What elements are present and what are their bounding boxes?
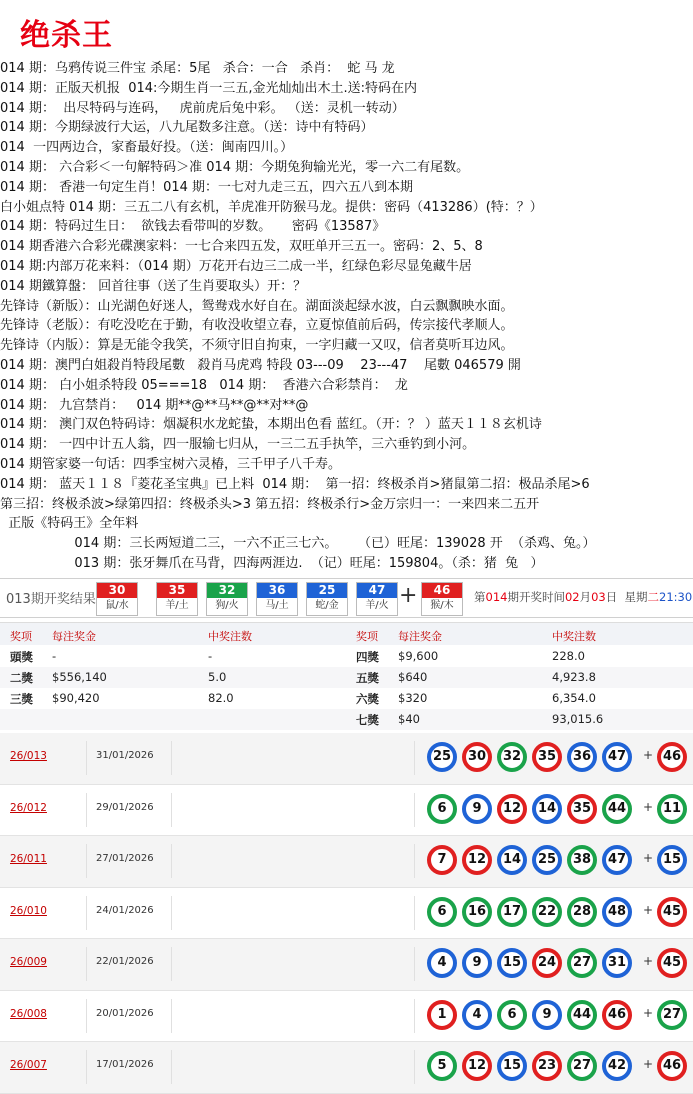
ball-number: 30 [97, 583, 137, 598]
history-ball: 35 [532, 742, 562, 772]
issue-link[interactable]: 26/012 [10, 801, 47, 814]
history-list [0, 733, 693, 1094]
prediction-line: 014 期： 蓝天１１８『菱花圣宝典』已上料 014 期： 第一招：终极杀肖>猪鼠第二招：极品杀尾>6 [0, 476, 590, 492]
draw-ball [156, 582, 198, 616]
ball-number: 47 [357, 583, 397, 598]
prediction-line: 013 期：张牙舞爪在马背，四海两涯边. （记）旺尾：159804。（杀：猪 兔 ） [0, 555, 544, 571]
history-special-ball: 46 [657, 742, 687, 772]
prediction-line: 014 期： 香港一句定生肖！014 期：一七对九走三五，四六五八到本期 [0, 179, 414, 195]
prize-cell: 三獎 [10, 692, 33, 706]
prize-row [0, 646, 693, 667]
history-ball: 28 [567, 897, 597, 927]
prediction-line: 014 一四两边合，家畜最好投。（送：闽南四川。） [0, 140, 294, 156]
ball-zodiac: 鼠/水 [105, 600, 129, 611]
draw-date: 22/01/2026 [96, 956, 154, 967]
history-special-ball: 11 [657, 794, 687, 824]
history-ball: 7 [427, 845, 457, 875]
history-ball: 6 [427, 897, 457, 927]
history-ball: 15 [497, 1051, 527, 1081]
prediction-line: 014 期：正版天机报 014:今期生肖一三五,金光灿灿出木土.送:特码在内 [0, 80, 418, 96]
prediction-line: 014 期：特码过生日： 欲钱去看带叫的岁数。 密码《13587》 [0, 219, 386, 235]
draw-ball [306, 582, 348, 616]
prize-table [0, 622, 693, 733]
history-ball: 16 [462, 897, 492, 927]
col-header: 中奖注数 [208, 630, 252, 643]
history-special-ball: 45 [657, 897, 687, 927]
history-row [0, 888, 693, 940]
history-ball: 42 [602, 1051, 632, 1081]
issue-link[interactable]: 26/010 [10, 904, 47, 917]
prize-cell: $40 [398, 712, 420, 726]
history-ball: 14 [532, 794, 562, 824]
prize-row [0, 667, 693, 688]
issue-link[interactable]: 26/011 [10, 853, 47, 865]
history-ball: 1 [427, 1000, 457, 1030]
ball-zodiac: 蛇/金 [315, 600, 339, 611]
history-ball: 32 [497, 742, 527, 772]
history-row [0, 836, 693, 888]
history-ball: 6 [427, 794, 457, 824]
col-header: 每注奖金 [52, 630, 96, 643]
prediction-line: 014 期： 澳门双色特码诗：烟凝积水龙蛇蛰，本期出色看 蓝红。（开：？ ）蓝天１１８玄机诗 [0, 417, 542, 433]
history-special-ball: 27 [657, 1000, 687, 1030]
history-ball: 12 [497, 794, 527, 824]
prediction-text-list [0, 59, 693, 574]
prediction-line: 014 期：三长两短道二三，一六不正三七六。 （已）旺尾：139028 开 （杀鸡、兔。） [0, 536, 596, 552]
ball-number: 35 [157, 583, 197, 598]
history-ball: 27 [567, 1051, 597, 1081]
prediction-line: 014 期：今期绿波行大运，八九尾数多注意。（送：诗中有特码） [0, 120, 374, 136]
prize-cell: 二獎 [10, 671, 33, 685]
prediction-line: 014 期：乌鸦传说三件宝 杀尾：5尾 杀合：一合 杀肖： 蛇 马 龙 [0, 61, 395, 76]
history-ball: 25 [532, 845, 562, 875]
draw-ball [206, 582, 248, 616]
prize-cell: 頭獎 [10, 650, 33, 664]
history-ball: 48 [602, 897, 632, 927]
prize-row [0, 688, 693, 709]
history-row [0, 733, 693, 785]
issue-link[interactable]: 26/008 [10, 1007, 47, 1020]
history-ball: 35 [567, 794, 597, 824]
latest-draw-bar [0, 578, 693, 618]
draw-date: 24/01/2026 [96, 904, 154, 916]
draw-date: 27/01/2026 [96, 853, 154, 864]
prize-cell: $9,600 [398, 649, 439, 663]
draw-ball [356, 582, 398, 616]
prize-cell: $320 [398, 691, 428, 705]
prediction-line: 014 期： 一四中计五人翁，四一服输七归从，一三二五手执竿，三六垂钓到小河。 [0, 437, 476, 453]
prediction-line: 014 期鐵算盤： 回首往事（送了生肖要取头）开：？ [0, 278, 307, 294]
draw-date: 31/01/2026 [96, 750, 154, 761]
prediction-line: 014 期管家婆一句话：四季宝树六灵椿，三千甲子八千寿。 [0, 456, 341, 472]
history-ball: 22 [532, 897, 562, 927]
prize-cell: 七獎 [356, 713, 379, 727]
history-ball: 47 [602, 845, 632, 875]
issue-link[interactable]: 26/009 [10, 956, 47, 968]
history-ball: 12 [462, 845, 492, 875]
history-ball: 12 [462, 1051, 492, 1081]
prediction-line: 014 期： 九宫禁肖： 014 期**@**马**@**对**@ [0, 397, 309, 413]
plus-sign: + [643, 748, 654, 762]
next-draw-info: 第014期开奖时间02月03日 星期二21:30 [474, 590, 693, 604]
issue-link[interactable]: 26/007 [10, 1059, 47, 1071]
history-ball: 5 [427, 1051, 457, 1081]
history-ball: 24 [532, 948, 562, 978]
prize-cell: 5.0 [208, 670, 227, 684]
col-header: 奖项 [10, 630, 32, 643]
draw-date: 20/01/2026 [96, 1007, 154, 1019]
plus-sign: + [643, 902, 654, 917]
history-ball: 9 [462, 948, 492, 978]
ball-number: 32 [207, 583, 247, 598]
issue-link[interactable]: 26/013 [10, 750, 47, 762]
prediction-line: 014 期：澳門白姐殺肖特段尾數 殺肖马虎鸡 特段 03---09 23---47 尾數 046579 開 [0, 357, 521, 373]
prize-cell: 四獎 [356, 650, 379, 664]
history-ball: 30 [462, 742, 492, 772]
history-ball: 9 [532, 1000, 562, 1030]
ball-number: 36 [257, 583, 297, 598]
prize-table-header [0, 623, 693, 645]
history-ball: 31 [602, 948, 632, 978]
history-special-ball: 46 [657, 1051, 687, 1081]
history-row [0, 939, 693, 991]
history-ball: 4 [462, 1000, 492, 1030]
history-ball: 38 [567, 845, 597, 875]
history-ball: 14 [497, 845, 527, 875]
prediction-line: 正版《特码王》全年料 [0, 516, 139, 532]
plus-sign: + [643, 954, 654, 968]
ball-zodiac: 羊/土 [165, 600, 189, 611]
prediction-line: 第三招：终极杀波>绿第四招：终极杀头>3 第五招：终极杀行>金万宗归一：一来四来二五开 [0, 496, 540, 512]
history-row [0, 785, 693, 837]
ball-zodiac: 狗/火 [215, 600, 239, 611]
ball-zodiac: 马/土 [265, 600, 289, 611]
draw-date: 17/01/2026 [96, 1059, 154, 1070]
special-ball [421, 582, 463, 616]
history-special-ball: 15 [657, 845, 687, 875]
prize-cell: 6,354.0 [552, 691, 596, 705]
draw-label: 013期开奖结果 [6, 592, 96, 607]
ball-number: 46 [422, 583, 462, 598]
history-row [0, 1042, 693, 1094]
prediction-line: 014 期： 六合彩＜一句解特码＞准 014 期：今期兔狗输光光，零一六二有尾数。 [0, 159, 470, 175]
page-title: 绝杀王 [20, 18, 113, 53]
prediction-line: 白小姐点特 014 期：三五二八有玄机，羊虎准开防猴马龙。提供：密码（413286）(特：？） [0, 199, 543, 215]
plus-sign: + [643, 1005, 654, 1020]
prize-row [0, 709, 693, 730]
prize-cell: $90,420 [52, 691, 100, 705]
prize-cell: 六獎 [356, 692, 379, 706]
history-ball: 9 [462, 794, 492, 824]
history-ball: 23 [532, 1051, 562, 1081]
prediction-line: 先锋诗（新版）：山光湖色好迷人，鸳鸯戏水好自在。湖面淡起绿水波，白云飘飘映水面。 [0, 298, 514, 314]
prize-cell: $556,140 [52, 670, 107, 684]
prize-cell: $640 [398, 670, 428, 684]
prediction-line: 014 期： 出尽特码与连码， 虎前虎后兔中彩。 （送：灵机一转动） [0, 100, 405, 116]
history-ball: 6 [497, 1000, 527, 1030]
plus-sign: + [399, 583, 418, 608]
plus-sign: + [643, 1057, 654, 1071]
draw-ball [96, 582, 138, 616]
prize-cell: 82.0 [208, 691, 234, 705]
history-ball: 44 [602, 794, 632, 824]
col-header: 每注奖金 [398, 630, 442, 643]
col-header: 奖项 [356, 630, 378, 643]
history-ball: 47 [602, 742, 632, 772]
prize-cell: 228.0 [552, 649, 585, 663]
prediction-line: 014 期香港六合彩光碟澳家料：一七合来四五发，双旺单开三五一。密码：2、5、8 [0, 239, 483, 255]
prediction-line: 先锋诗（老版）：有吃没吃在于勤，有收没收望立春，立夏惊值前后码，传宗接代孝顺人。 [0, 318, 514, 334]
draw-date: 29/01/2026 [96, 801, 154, 813]
prize-cell: 93,015.6 [552, 712, 604, 726]
prize-cell: - [208, 649, 213, 663]
history-ball: 4 [427, 948, 457, 978]
prize-cell: 4,923.8 [552, 670, 596, 684]
prediction-line: 014 期： 白小姐杀特段 05===18 014 期： 香港六合彩禁肖： 龙 [0, 377, 408, 393]
ball-zodiac: 羊/火 [365, 600, 389, 611]
draw-ball [256, 582, 298, 616]
history-ball: 27 [567, 948, 597, 978]
history-ball: 17 [497, 897, 527, 927]
plus-sign: + [643, 799, 654, 814]
history-ball: 36 [567, 742, 597, 772]
prediction-line: 014 期:内部万花来料：（014 期）万花开右边三二成一半，红绿色彩尽显兔藏牛居 [0, 258, 472, 274]
ball-zodiac: 猴/木 [430, 600, 454, 611]
prediction-line: 先锋诗（内版）：算是无能令我笑，不须守旧自拘束，一字归藏一又叹，信者莫听耳边风。 [0, 338, 514, 354]
history-ball: 46 [602, 1000, 632, 1030]
history-ball: 44 [567, 1000, 597, 1030]
prize-cell: 五獎 [356, 671, 379, 685]
ball-number: 25 [307, 583, 347, 598]
history-special-ball: 45 [657, 948, 687, 978]
prize-cell: - [52, 649, 57, 663]
history-ball: 25 [427, 742, 457, 772]
col-header: 中奖注数 [552, 630, 596, 643]
history-ball: 15 [497, 948, 527, 978]
plus-sign: + [643, 851, 654, 865]
history-row [0, 991, 693, 1043]
